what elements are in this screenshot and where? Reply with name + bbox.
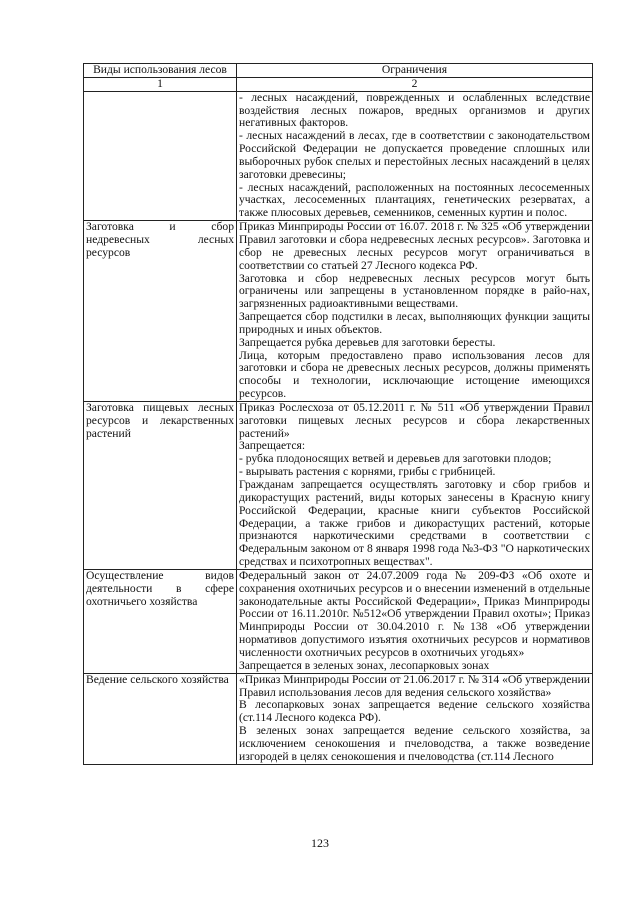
forest-use-type-cell [84,401,237,569]
restrictions-cell [237,401,593,569]
forest-use-type-cell [84,569,237,673]
restriction-paragraph: Приказ Минприроды России от 16.07. 2018 г. № 325 «Об утверждении Правил заготовки и сбора недревесных лесных ресурсов». Заготовка и сбор не древесных лесных ресурсов могут ограничиваться в соответствии со статьей 27 Лесного кодекса РФ. [239,220,590,272]
restriction-paragraph: Гражданам запрещается осуществлять заготовку и сбор грибов и дикорастущих растений, виды которых занесены в Красную книгу Российской Федерации, красные книги субъектов Российской Федерации, а также грибов и дикорастущих растений, которые признаются наркотическими средствами в соответствии с Федеральным законом от 8 января 1998 года №3-ФЗ "О наркотических средствах и психотропных веществах". [239,478,590,569]
forest-use-type: Ведение сельского хозяйства [86,672,229,686]
table-row [84,673,593,764]
restriction-paragraph: «Приказ Минприроды России от 21.06.2017 г. № 314 «Об утверждении Правил использования лесов для ведения сельского хозяйства» [239,672,590,699]
forest-use-type: Заготовка пищевых лесных ресурсов и лекарственных растений [86,400,234,440]
forest-use-type: Заготовка и сбор недревесных лесных ресурсов [86,220,234,259]
restriction-paragraph: - лесных насаждений в лесах, где в соответствии с законодательством Российской Федерации не допускается проведение сплошных или выборочных рубок спелых и перестойных лесных насаждений в целях заготовки древесины; [239,129,590,181]
forest-use-type-cell [84,673,237,764]
page-number: 123 [311,836,329,850]
restriction-paragraph: Запрещается в зеленых зонах, лесопарковых зонах [239,658,490,672]
forest-use-restrictions-table [83,63,593,765]
forest-use-type-cell [84,91,237,220]
table-row [84,91,593,220]
restrictions-cell [237,91,593,220]
table-row [84,401,593,569]
restriction-paragraph: Запрещается рубка деревьев для заготовки бересты. [239,335,496,349]
restrictions-cell [237,569,593,673]
header-row [84,64,593,78]
restriction-paragraph: - лесных насаждений, поврежденных и ослабленных вследствие воздействия лесных пожаров, вредных организмов и других негативных факторов. [239,90,590,130]
column-number-row [84,77,593,91]
restriction-paragraph: - рубка плодоносящих ветвей и деревьев для заготовки плодов; [239,452,552,466]
restriction-paragraph: Лица, которым предоставлено право использования лесов для заготовки и сбора не древесных лесных ресурсов, должны применять способы и технологии, исключающие истощение имеющихся ресурсов. [239,348,590,401]
restriction-paragraph: Запрещается сбор подстилки в лесах, выполняющих функции защиты природных и иных объектов. [239,310,590,336]
restriction-paragraph: Запрещается: [239,439,306,453]
restriction-paragraph: В лесопарковых зонах запрещается ведение сельского хозяйства (ст.114 Лесного кодекса РФ). [239,698,590,725]
restriction-paragraph: - лесных насаждений, расположенных на постоянных лесосеменных участках, лесосеменных плантациях, генетических резерватах, а также плюсовых деревьев, семенников, семенных куртин и полос. [239,180,590,220]
restrictions-cell [237,673,593,764]
table-row [84,221,593,402]
column-number-1: 1 [84,77,237,91]
restriction-paragraph: В зеленых зонах запрещается ведение сельского хозяйства, за исключением сенокошения и пчеловодства, а также возведение изгородей в целях сенокошения и пчеловодства (ст.114 Лесного [239,724,590,763]
restrictions-cell [237,221,593,402]
header-forest-use-types: Виды использования лесов [84,64,237,78]
column-number-2: 2 [237,77,593,91]
forest-use-type-cell [84,221,237,402]
header-restrictions: Ограничения [237,64,593,78]
restriction-paragraph: Заготовка и сбор недревесных лесных ресурсов могут быть ограничены или запрещены в установленном порядке в райо-нах, загрязненных радиоактивными веществами. [239,271,590,311]
restriction-paragraph: - вырывать растения с корнями, грибы с грибницей. [239,465,496,479]
table-row [84,569,593,673]
restriction-paragraph: Федеральный закон от 24.07.2009 года № 209-ФЗ «Об охоте и сохранения охотничьих ресурсов и о внесении изменений в отдельные законодательные акты Российской Федерации», Приказ Минприроды России от 16.11.2010г. №512«Об утверждении Правил охоты»; Приказ Минприроды России от 30.04.2010 г. №138 «Об утверждении нормативов допустимого изъятия охотничьих ресурсов и нормативов численности охотничьих ресурсов в охотничьих угодьях» [239,568,590,659]
restriction-paragraph: Приказ Рослесхоза от 05.12.2011 г. № 511 «Об утверждении Правил заготовки пищевых лесных ресурсов и сбора лекарственных растений» [239,400,590,440]
forest-use-type: Осуществление видов деятельности в сфере охотничьего хозяйства [86,568,234,608]
